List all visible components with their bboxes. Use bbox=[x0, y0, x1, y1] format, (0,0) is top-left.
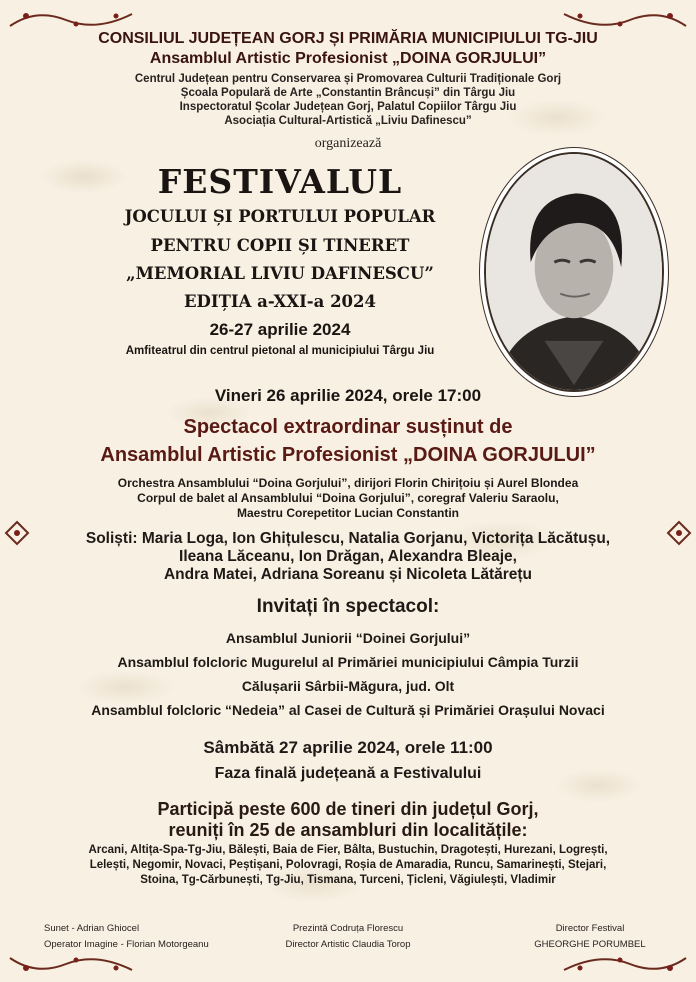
partner-line: Centrul Județean pentru Conservarea și Promovarea Culturii Tradiționale Gorj bbox=[134, 73, 562, 85]
credit-director-name: GHEORGHE PORUMBEL bbox=[534, 939, 646, 950]
credit-sound: Sunet - Adrian Ghiocel bbox=[44, 923, 140, 934]
credit-presenter: Prezintă Codruța Florescu bbox=[292, 923, 404, 934]
portrait-photo bbox=[484, 152, 664, 392]
credit-artistic-director: Director Artistic Claudia Torop bbox=[285, 939, 411, 950]
guest-item: Ansamblul folcloric Mugurelul al Primăriei municipiului Câmpia Turzii bbox=[117, 654, 579, 670]
corner-ornament-top-left bbox=[6, 6, 136, 32]
corner-ornament-top-right bbox=[560, 6, 690, 32]
soloists-line: Andra Matei, Adriana Soreanu și Nicoleta Lătărețu bbox=[163, 566, 533, 583]
guest-item: Călușarii Sârbii-Măgura, jud. Olt bbox=[241, 678, 455, 694]
partner-line: Școala Populară de Arte „Constantin Brâncuși” din Târgu Jiu bbox=[180, 87, 516, 99]
soloists-line: Soliști: Maria Loga, Ion Ghițulescu, Natalia Gorjanu, Victorița Lăcătușu, bbox=[85, 530, 611, 547]
guest-item: Ansamblul folcloric “Nedeia” al Casei de Cultură și Primăriei Orașului Novaci bbox=[91, 702, 605, 718]
final-phase: Faza finală județeană a Festivalului bbox=[214, 765, 482, 782]
ensemble-title: Ansamblul Artistic Profesionist „DOINA GORJULUI” bbox=[149, 50, 547, 67]
festival-subtitle: „MEMORIAL LIVIU DAFINESCU” bbox=[126, 264, 434, 283]
credits-right bbox=[510, 921, 670, 953]
show-heading: Spectacol extraordinar susținut de bbox=[183, 416, 513, 438]
guests-heading: Invitați în spectacol: bbox=[256, 596, 440, 617]
organizeaza-label: organizează bbox=[314, 136, 382, 151]
corner-ornament-bottom-right bbox=[560, 952, 690, 978]
festival-subtitle: JOCULUI ȘI PORTULUI POPULAR bbox=[124, 207, 436, 226]
participants-line: Participă peste 600 de tineri din județul Gorj, bbox=[157, 799, 539, 819]
festival-subtitle: PENTRU COPII ȘI TINERET bbox=[150, 236, 410, 255]
localities-line: Lelești, Negomir, Novaci, Peștișani, Polovragi, Roșia de Amaradia, Runcu, Samarinești, Stejari, bbox=[89, 859, 607, 871]
saturday-heading: Sâmbătă 27 aprilie 2024, orele 11:00 bbox=[203, 738, 493, 757]
orchestra-line: Corpul de balet al Ansamblului “Doina Gorjului”, coregraf Valeriu Saraolu, bbox=[137, 491, 559, 505]
friday-heading: Vineri 26 aprilie 2024, orele 17:00 bbox=[214, 386, 482, 405]
ensembles-line: reuniți în 25 de ansambluri din localitățile: bbox=[168, 820, 528, 840]
credits-left bbox=[44, 921, 209, 953]
partner-line: Inspectoratul Școlar Județean Gorj, Palatul Copiilor Târgu Jiu bbox=[179, 101, 517, 113]
show-ensemble: Ansamblul Artistic Profesionist „DOINA GORJULUI” bbox=[100, 444, 596, 466]
guest-item: Ansamblul Juniorii “Doinei Gorjului” bbox=[225, 630, 471, 646]
orchestra-line: Orchestra Ansamblului “Doina Gorjului”, dirijori Florin Chirițoiu și Aurel Blondea bbox=[117, 476, 579, 490]
festival-edition: EDIȚIA a-XXI-a 2024 bbox=[183, 292, 376, 311]
credits-middle bbox=[248, 921, 448, 953]
credit-director-label: Director Festival bbox=[555, 923, 625, 934]
corner-ornament-bottom-left bbox=[6, 952, 136, 978]
festival-venue: Amfiteatrul din centrul pietonal al municipiului Târgu Jiu bbox=[125, 345, 435, 357]
partner-line: Asociația Cultural-Artistică „Liviu Dafinescu” bbox=[224, 115, 472, 127]
festival-dates: 26-27 aprilie 2024 bbox=[209, 320, 351, 339]
festival-title: FESTIVALUL bbox=[157, 162, 403, 201]
soloists-line: Ileana Lăceanu, Ion Drăgan, Alexandra Bleaje, bbox=[179, 548, 517, 565]
orchestra-line: Maestru Corepetitor Lucian Constantin bbox=[236, 506, 460, 520]
organizer-title: CONSILIUL JUDEȚEAN GORJ ȘI PRIMĂRIA MUNICIPIULUI TG-JIU bbox=[98, 30, 598, 47]
localities-line: Arcani, Altița-Spa-Tg-Jiu, Bălești, Baia de Fier, Bâlta, Bustuchin, Dragotești, Hurezani, Logrești, bbox=[88, 844, 608, 856]
credit-camera: Operator Imagine - Florian Motorgeanu bbox=[44, 939, 209, 950]
localities-line: Stoina, Tg-Cărbunești, Tg-Jiu, Tismana, Turceni, Țicleni, Văgiulești, Vladimir bbox=[140, 874, 556, 886]
